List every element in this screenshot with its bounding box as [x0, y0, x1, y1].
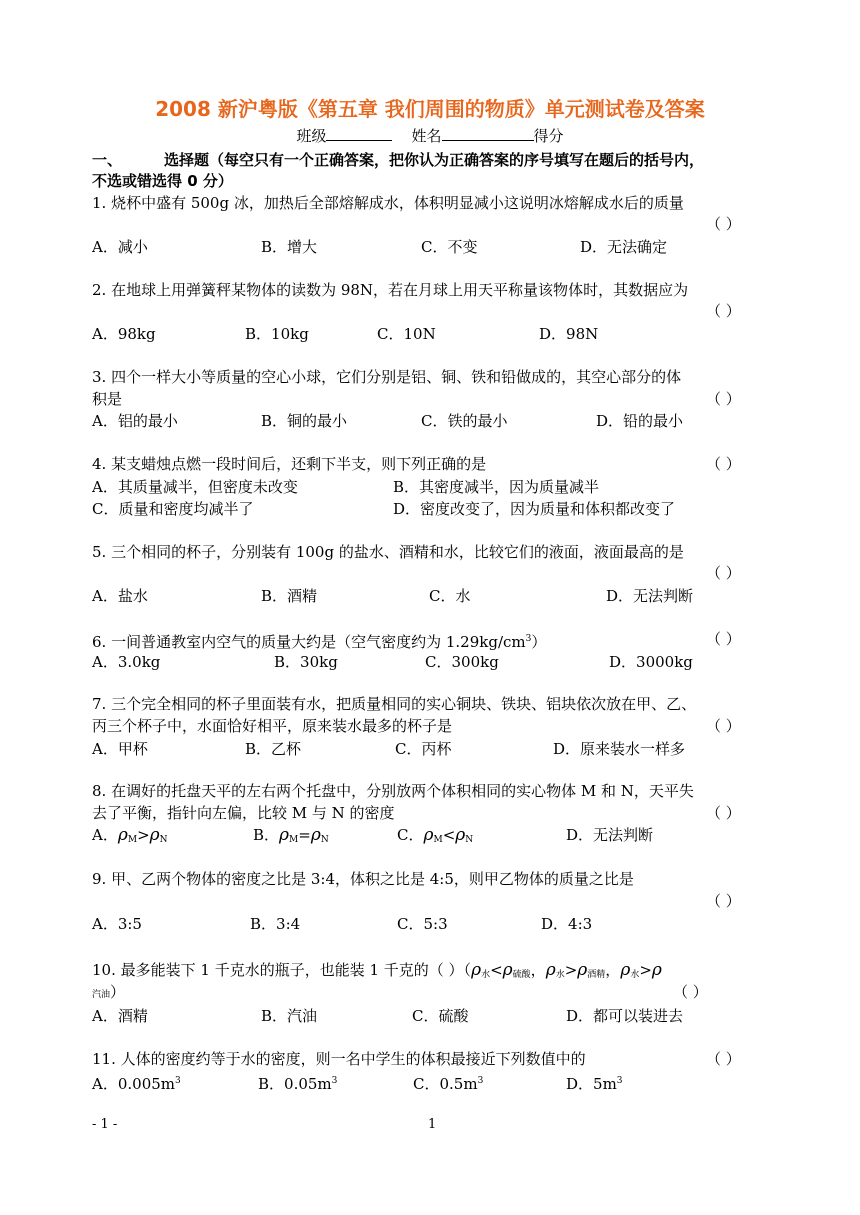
answer-parentheses: （ ） — [673, 983, 708, 1001]
q8-option-d: D．无法判断 — [566, 826, 654, 844]
question-7-text-line1: 7. 三个完全相同的杯子里面装有水，把质量相同的实心铜块、铁块、铝块依次放在甲、乙、 — [92, 695, 697, 713]
answer-parentheses: （ ） — [706, 455, 741, 473]
class-blank — [326, 125, 392, 141]
q8-b-prefix: B． — [253, 826, 280, 844]
q7-option-d: D．原来装水一样多 — [553, 740, 686, 758]
q8-option-c — [397, 825, 473, 850]
q10-text-main: 10. 最多能装下 1 千克水的瓶子，也能装 1 千克的（ ）（ — [92, 961, 472, 979]
q11-option-c — [413, 1071, 483, 1094]
comma: ， — [530, 961, 546, 979]
q6-option-c: C．300kg — [425, 653, 499, 671]
q6-option-a: A．3.0kg — [92, 653, 161, 671]
q6-option-b: B．30kg — [274, 653, 338, 671]
q1-option-a: A．减小 — [92, 238, 148, 256]
question-7-text-line2: 丙三个杯子中，水面恰好相平，原来装水最多的杯子是 — [92, 717, 453, 735]
student-info-line — [0, 125, 860, 146]
q11-c-value: C．0.5m — [413, 1075, 478, 1093]
q6-option-d: D．3000kg — [609, 653, 693, 671]
q8-a-prefix: A． — [92, 826, 118, 844]
question-6-text — [92, 629, 546, 652]
superscript-3: 3 — [331, 1076, 338, 1086]
q9-option-a: A．3:5 — [92, 915, 142, 933]
subscript-sulfuric-acid: 硫酸 — [512, 970, 531, 980]
section-heading-line1: 选择题（每空只有一个正确答案，把你认为正确答案的序号填写在题后的括号内， — [164, 151, 705, 169]
answer-parentheses: （ ） — [706, 804, 741, 822]
subscript-m: M — [127, 835, 138, 845]
q1-option-d: D．无法确定 — [580, 238, 668, 256]
rho-symbol: ρ — [455, 825, 466, 845]
q4-option-b: B．其密度减半，因为质量减半 — [393, 478, 600, 496]
q7-option-b: B．乙杯 — [245, 740, 302, 758]
q7-option-c: C．丙杯 — [395, 740, 452, 758]
q5-option-c: C．水 — [429, 587, 471, 605]
q3-option-c: C．铁的最小 — [421, 412, 508, 430]
q11-option-d — [566, 1071, 623, 1094]
subscript-water: 水 — [630, 970, 640, 980]
superscript-3: 3 — [175, 1076, 181, 1086]
q2-option-a: A．98kg — [92, 325, 156, 343]
question-3-text-line1: 3. 四个一样大小等质量的空心小球，它们分别是铝、铜、铁和铅做成的，其空心部分的体 — [92, 368, 682, 386]
rho-symbol: ρ — [471, 960, 482, 980]
q11-option-a — [92, 1071, 181, 1094]
subscript-water: 水 — [481, 970, 491, 980]
section-number: 一、 — [92, 151, 123, 169]
question-8-text-line1: 8. 在调好的托盘天平的左右两个托盘中，分别放两个体积相同的实心物体 M 和 N，天平失 — [92, 782, 694, 800]
q5-option-d: D．无法判断 — [606, 587, 694, 605]
question-10-text-line2 — [92, 982, 125, 1005]
rho-symbol: ρ — [545, 960, 556, 980]
q9-option-d: D．4:3 — [541, 915, 593, 933]
q2-option-b: B．10kg — [245, 325, 309, 343]
question-5-text: 5. 三个相同的杯子，分别装有 100g 的盐水、酒精和水，比较它们的液面，液面最高的是 — [92, 543, 684, 561]
name-label: 姓名 — [411, 127, 442, 145]
rho-symbol: ρ — [502, 960, 513, 980]
question-2-text: 2. 在地球上用弹簧秤某物体的读数为 98N，若在月球上用天平称量该物体时，其数据应为 — [92, 281, 689, 299]
q9-option-c: C．5:3 — [397, 915, 448, 933]
relation-symbol: < — [442, 826, 456, 844]
relation-symbol: > — [564, 961, 578, 979]
q3-option-d: D．铅的最小 — [596, 412, 684, 430]
rho-symbol: ρ — [117, 825, 128, 845]
q5-option-a: A．盐水 — [92, 587, 148, 605]
q2-option-d: D．98N — [539, 325, 599, 343]
q10-option-a: A．酒精 — [92, 1007, 148, 1025]
name-blank — [442, 125, 534, 141]
footer-page-center: 1 — [428, 1117, 437, 1132]
q6-text-end: ） — [531, 633, 547, 651]
answer-parentheses: （ ） — [706, 215, 741, 233]
subscript-n: N — [320, 835, 329, 845]
q11-option-b — [258, 1071, 337, 1094]
answer-parentheses: （ ） — [706, 1050, 741, 1068]
rho-symbol: ρ — [620, 960, 631, 980]
q3-option-b: B．铜的最小 — [261, 412, 348, 430]
q8-c-prefix: C． — [397, 826, 424, 844]
q8-option-a — [92, 825, 168, 850]
q10-option-c: C．硫酸 — [412, 1007, 469, 1025]
q2-option-c: C．10N — [377, 325, 436, 343]
q4-option-a: A．其质量减半，但密度未改变 — [92, 478, 298, 496]
relation-symbol: = — [298, 826, 311, 844]
relation-symbol: > — [137, 826, 150, 844]
q10-option-d: D．都可以装进去 — [566, 1007, 684, 1025]
section-heading-line2: 不选或错选得 0 分） — [92, 172, 233, 190]
subscript-m: M — [289, 835, 299, 845]
answer-parentheses: （ ） — [706, 390, 741, 408]
subscript-n: N — [159, 835, 168, 845]
q10-close-paren: ） — [110, 983, 126, 1001]
q1-option-c: C．不变 — [421, 238, 478, 256]
q4-option-d: D．密度改变了，因为质量和体积都改变了 — [393, 500, 676, 518]
q8-option-b — [253, 825, 329, 850]
answer-parentheses: （ ） — [706, 892, 741, 910]
question-1-text: 1. 烧杯中盛有 500g 冰，加热后全部熔解成水，体积明显减小这说明冰熔解成水后的质量 — [92, 194, 684, 212]
class-label: 班级 — [296, 127, 327, 145]
q10-option-b: B．汽油 — [261, 1007, 318, 1025]
rho-symbol: ρ — [423, 825, 434, 845]
question-4-text: 4. 某支蜡烛点燃一段时间后，还剩下半支，则下列正确的是 — [92, 455, 487, 473]
subscript-alcohol: 酒精 — [587, 970, 606, 980]
question-3-text-line2: 积是 — [92, 390, 123, 408]
q7-option-a: A．甲杯 — [92, 740, 148, 758]
answer-parentheses: （ ） — [706, 302, 741, 320]
subscript-m: M — [433, 835, 443, 845]
answer-parentheses: （ ） — [706, 630, 741, 648]
relation-symbol: < — [490, 961, 503, 979]
subscript-water: 水 — [555, 970, 565, 980]
superscript-3: 3 — [477, 1076, 484, 1086]
question-9-text: 9. 甲、乙两个物体的密度之比是 3:4，体积之比是 4:5，则甲乙物体的质量之比是 — [92, 870, 634, 888]
question-10-text — [92, 960, 662, 985]
answer-parentheses: （ ） — [706, 717, 741, 735]
answer-parentheses: （ ） — [706, 564, 741, 582]
q11-b-value: B．0.05m — [258, 1075, 332, 1093]
superscript-3: 3 — [616, 1076, 623, 1086]
relation-symbol: > — [639, 961, 652, 979]
q9-option-b: B．3:4 — [250, 915, 301, 933]
q6-text-main: 6. 一间普通教室内空气的质量大约是（空气密度约为 1.29kg/cm — [92, 633, 526, 651]
q11-a-value: A．0.005m — [92, 1075, 175, 1093]
q6-superscript: 3 — [525, 634, 532, 644]
question-11-text: 11. 人体的密度约等于水的密度，则一名中学生的体积最接近下列数值中的 — [92, 1050, 586, 1068]
rho-symbol: ρ — [651, 960, 662, 980]
question-8-text-line2: 去了平衡，指针向左偏，比较 M 与 N 的密度 — [92, 804, 395, 822]
rho-symbol: ρ — [310, 825, 321, 845]
q4-option-c: C．质量和密度均减半了 — [92, 500, 254, 518]
q1-option-b: B．增大 — [261, 238, 318, 256]
rho-symbol: ρ — [577, 960, 588, 980]
q3-option-a: A．铝的最小 — [92, 412, 178, 430]
subscript-n: N — [465, 835, 474, 845]
rho-symbol: ρ — [279, 825, 290, 845]
q11-d-value: D．5m — [566, 1075, 617, 1093]
rho-symbol: ρ — [149, 825, 160, 845]
comma: ， — [605, 961, 621, 979]
score-label: 得分 — [533, 127, 564, 145]
document-title: 2008 新沪粤版《第五章 我们周围的物质》单元测试卷及答案 — [155, 97, 705, 121]
subscript-gasoline: 汽油 — [92, 990, 111, 1000]
q5-option-b: B．酒精 — [261, 587, 318, 605]
footer-page-left: - 1 - — [92, 1117, 118, 1132]
